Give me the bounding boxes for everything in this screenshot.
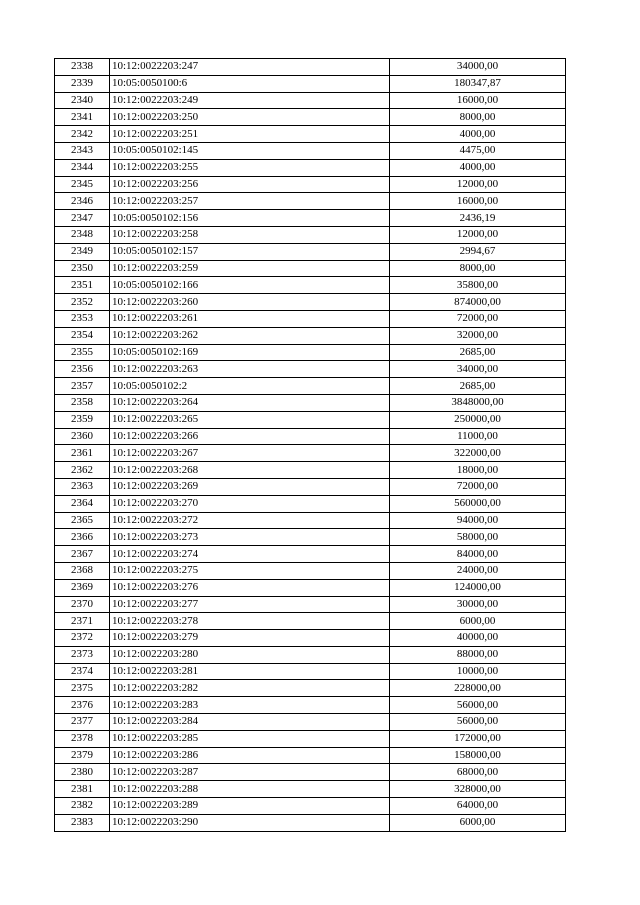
row-number-cell: 2351	[55, 277, 110, 294]
cadastral-number-cell: 10:12:0022203:247	[110, 59, 390, 76]
cadastral-number-cell: 10:05:0050100:6	[110, 75, 390, 92]
table-row	[55, 495, 566, 512]
row-number-cell: 2357	[55, 378, 110, 395]
table-row	[55, 142, 566, 159]
row-number-cell: 2360	[55, 428, 110, 445]
cadastral-number-cell: 10:12:0022203:282	[110, 680, 390, 697]
amount-cell: 12000,00	[390, 226, 566, 243]
amount-cell: 16000,00	[390, 193, 566, 210]
table-row	[55, 294, 566, 311]
cadastral-number-cell: 10:12:0022203:285	[110, 730, 390, 747]
amount-cell: 64000,00	[390, 798, 566, 815]
row-number-cell: 2373	[55, 646, 110, 663]
row-number-cell: 2339	[55, 75, 110, 92]
table-row	[55, 260, 566, 277]
amount-cell: 4000,00	[390, 126, 566, 143]
row-number-cell: 2346	[55, 193, 110, 210]
amount-cell: 30000,00	[390, 596, 566, 613]
row-number-cell: 2375	[55, 680, 110, 697]
cadastral-number-cell: 10:05:0050102:169	[110, 344, 390, 361]
row-number-cell: 2348	[55, 226, 110, 243]
amount-cell: 11000,00	[390, 428, 566, 445]
amount-cell: 32000,00	[390, 327, 566, 344]
table-row	[55, 512, 566, 529]
amount-cell: 6000,00	[390, 814, 566, 831]
amount-cell: 24000,00	[390, 562, 566, 579]
row-number-cell: 2352	[55, 294, 110, 311]
amount-cell: 124000,00	[390, 579, 566, 596]
row-number-cell: 2359	[55, 411, 110, 428]
table-row	[55, 579, 566, 596]
table-row	[55, 126, 566, 143]
amount-cell: 8000,00	[390, 260, 566, 277]
row-number-cell: 2361	[55, 445, 110, 462]
amount-cell: 58000,00	[390, 529, 566, 546]
cadastral-number-cell: 10:12:0022203:287	[110, 764, 390, 781]
cadastral-number-cell: 10:12:0022203:266	[110, 428, 390, 445]
amount-cell: 322000,00	[390, 445, 566, 462]
amount-cell: 4475,00	[390, 142, 566, 159]
amount-cell: 2994,67	[390, 243, 566, 260]
cadastral-number-cell: 10:12:0022203:272	[110, 512, 390, 529]
amount-cell: 72000,00	[390, 310, 566, 327]
amount-cell: 2436,19	[390, 210, 566, 227]
table-row	[55, 378, 566, 395]
amount-cell: 35800,00	[390, 277, 566, 294]
cadastral-number-cell: 10:12:0022203:283	[110, 697, 390, 714]
table-row	[55, 394, 566, 411]
table-row	[55, 646, 566, 663]
cadastral-number-cell: 10:12:0022203:265	[110, 411, 390, 428]
table-row	[55, 697, 566, 714]
row-number-cell: 2379	[55, 747, 110, 764]
cadastral-value-table	[54, 58, 566, 832]
row-number-cell: 2349	[55, 243, 110, 260]
amount-cell: 34000,00	[390, 59, 566, 76]
table-row	[55, 361, 566, 378]
table-row	[55, 781, 566, 798]
table-row	[55, 714, 566, 731]
row-number-cell: 2343	[55, 142, 110, 159]
row-number-cell: 2376	[55, 697, 110, 714]
table-row	[55, 680, 566, 697]
row-number-cell: 2354	[55, 327, 110, 344]
row-number-cell: 2380	[55, 764, 110, 781]
table-row	[55, 798, 566, 815]
row-number-cell: 2356	[55, 361, 110, 378]
table-row	[55, 277, 566, 294]
table-row	[55, 344, 566, 361]
table-body	[55, 59, 566, 832]
table-row	[55, 59, 566, 76]
table-row	[55, 193, 566, 210]
cadastral-number-cell: 10:05:0050102:2	[110, 378, 390, 395]
cadastral-number-cell: 10:12:0022203:273	[110, 529, 390, 546]
amount-cell: 560000,00	[390, 495, 566, 512]
table-row	[55, 747, 566, 764]
table-row	[55, 176, 566, 193]
row-number-cell: 2382	[55, 798, 110, 815]
cadastral-number-cell: 10:05:0050102:156	[110, 210, 390, 227]
row-number-cell: 2358	[55, 394, 110, 411]
row-number-cell: 2345	[55, 176, 110, 193]
table-row	[55, 411, 566, 428]
row-number-cell: 2365	[55, 512, 110, 529]
cadastral-number-cell: 10:12:0022203:286	[110, 747, 390, 764]
row-number-cell: 2350	[55, 260, 110, 277]
amount-cell: 328000,00	[390, 781, 566, 798]
row-number-cell: 2340	[55, 92, 110, 109]
amount-cell: 56000,00	[390, 714, 566, 731]
cadastral-number-cell: 10:05:0050102:157	[110, 243, 390, 260]
amount-cell: 68000,00	[390, 764, 566, 781]
row-number-cell: 2378	[55, 730, 110, 747]
row-number-cell: 2342	[55, 126, 110, 143]
amount-cell: 8000,00	[390, 109, 566, 126]
table-row	[55, 529, 566, 546]
cadastral-number-cell: 10:12:0022203:290	[110, 814, 390, 831]
amount-cell: 40000,00	[390, 630, 566, 647]
row-number-cell: 2344	[55, 159, 110, 176]
cadastral-number-cell: 10:12:0022203:288	[110, 781, 390, 798]
table-row	[55, 210, 566, 227]
amount-cell: 88000,00	[390, 646, 566, 663]
row-number-cell: 2371	[55, 613, 110, 630]
row-number-cell: 2363	[55, 478, 110, 495]
amount-cell: 180347,87	[390, 75, 566, 92]
row-number-cell: 2381	[55, 781, 110, 798]
row-number-cell: 2367	[55, 546, 110, 563]
table-row	[55, 562, 566, 579]
cadastral-number-cell: 10:12:0022203:268	[110, 462, 390, 479]
cadastral-number-cell: 10:12:0022203:257	[110, 193, 390, 210]
row-number-cell: 2368	[55, 562, 110, 579]
row-number-cell: 2369	[55, 579, 110, 596]
amount-cell: 172000,00	[390, 730, 566, 747]
row-number-cell: 2374	[55, 663, 110, 680]
row-number-cell: 2362	[55, 462, 110, 479]
table-row	[55, 546, 566, 563]
cadastral-number-cell: 10:12:0022203:274	[110, 546, 390, 563]
table-row	[55, 462, 566, 479]
cadastral-number-cell: 10:05:0050102:145	[110, 142, 390, 159]
cadastral-number-cell: 10:12:0022203:251	[110, 126, 390, 143]
amount-cell: 16000,00	[390, 92, 566, 109]
cadastral-number-cell: 10:12:0022203:269	[110, 478, 390, 495]
table-row	[55, 159, 566, 176]
amount-cell: 72000,00	[390, 478, 566, 495]
amount-cell: 250000,00	[390, 411, 566, 428]
table-row	[55, 243, 566, 260]
table-row	[55, 663, 566, 680]
cadastral-number-cell: 10:12:0022203:258	[110, 226, 390, 243]
amount-cell: 6000,00	[390, 613, 566, 630]
row-number-cell: 2364	[55, 495, 110, 512]
cadastral-number-cell: 10:12:0022203:264	[110, 394, 390, 411]
row-number-cell: 2370	[55, 596, 110, 613]
cadastral-number-cell: 10:12:0022203:263	[110, 361, 390, 378]
amount-cell: 874000,00	[390, 294, 566, 311]
cadastral-number-cell: 10:12:0022203:256	[110, 176, 390, 193]
cadastral-number-cell: 10:12:0022203:280	[110, 646, 390, 663]
cadastral-number-cell: 10:12:0022203:277	[110, 596, 390, 613]
amount-cell: 84000,00	[390, 546, 566, 563]
table-row	[55, 630, 566, 647]
amount-cell: 3848000,00	[390, 394, 566, 411]
amount-cell: 2685,00	[390, 378, 566, 395]
cadastral-number-cell: 10:12:0022203:259	[110, 260, 390, 277]
amount-cell: 4000,00	[390, 159, 566, 176]
table-row	[55, 764, 566, 781]
cadastral-number-cell: 10:12:0022203:250	[110, 109, 390, 126]
amount-cell: 12000,00	[390, 176, 566, 193]
cadastral-number-cell: 10:12:0022203:284	[110, 714, 390, 731]
cadastral-number-cell: 10:12:0022203:261	[110, 310, 390, 327]
amount-cell: 94000,00	[390, 512, 566, 529]
table-row	[55, 226, 566, 243]
row-number-cell: 2372	[55, 630, 110, 647]
table-row	[55, 814, 566, 831]
table-row	[55, 445, 566, 462]
table-row	[55, 327, 566, 344]
amount-cell: 18000,00	[390, 462, 566, 479]
cadastral-number-cell: 10:12:0022203:281	[110, 663, 390, 680]
table-row	[55, 75, 566, 92]
amount-cell: 56000,00	[390, 697, 566, 714]
amount-cell: 2685,00	[390, 344, 566, 361]
amount-cell: 228000,00	[390, 680, 566, 697]
row-number-cell: 2338	[55, 59, 110, 76]
table-row	[55, 428, 566, 445]
cadastral-number-cell: 10:12:0022203:262	[110, 327, 390, 344]
row-number-cell: 2347	[55, 210, 110, 227]
table-row	[55, 478, 566, 495]
cadastral-number-cell: 10:12:0022203:267	[110, 445, 390, 462]
cadastral-number-cell: 10:05:0050102:166	[110, 277, 390, 294]
table-row	[55, 92, 566, 109]
table-row	[55, 109, 566, 126]
cadastral-number-cell: 10:12:0022203:278	[110, 613, 390, 630]
row-number-cell: 2355	[55, 344, 110, 361]
row-number-cell: 2366	[55, 529, 110, 546]
table-row	[55, 310, 566, 327]
cadastral-number-cell: 10:12:0022203:260	[110, 294, 390, 311]
amount-cell: 34000,00	[390, 361, 566, 378]
cadastral-number-cell: 10:12:0022203:249	[110, 92, 390, 109]
row-number-cell: 2353	[55, 310, 110, 327]
amount-cell: 158000,00	[390, 747, 566, 764]
cadastral-number-cell: 10:12:0022203:289	[110, 798, 390, 815]
amount-cell: 10000,00	[390, 663, 566, 680]
row-number-cell: 2341	[55, 109, 110, 126]
cadastral-number-cell: 10:12:0022203:255	[110, 159, 390, 176]
table-row	[55, 613, 566, 630]
table-row	[55, 596, 566, 613]
table-row	[55, 730, 566, 747]
cadastral-number-cell: 10:12:0022203:270	[110, 495, 390, 512]
cadastral-number-cell: 10:12:0022203:276	[110, 579, 390, 596]
cadastral-number-cell: 10:12:0022203:275	[110, 562, 390, 579]
cadastral-number-cell: 10:12:0022203:279	[110, 630, 390, 647]
row-number-cell: 2377	[55, 714, 110, 731]
row-number-cell: 2383	[55, 814, 110, 831]
